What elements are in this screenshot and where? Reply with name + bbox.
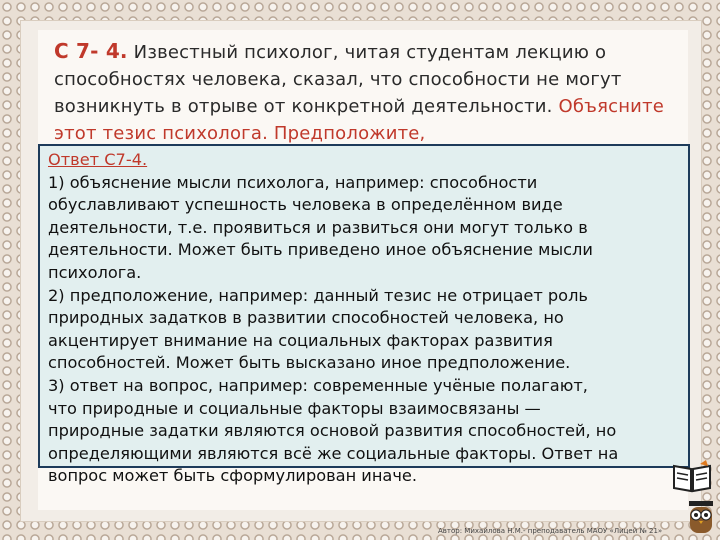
answer-line: деятельности. Может быть приведено иное объяснение мысли bbox=[48, 240, 593, 260]
answer-title: Ответ С7-4. bbox=[48, 150, 148, 169]
answer-line: деятельности, т.е. проявиться и развиться они могут только в bbox=[48, 217, 588, 237]
answer-line: природных задатков в развитии способностей человека, но bbox=[48, 308, 564, 328]
owl-icon bbox=[686, 497, 716, 535]
answer-line: психолога. bbox=[48, 262, 142, 282]
question-number: С 7- 4. bbox=[54, 39, 128, 63]
question-text bbox=[54, 38, 678, 147]
question-body: Известный психолог, читая студентам лекцию о способностях человека, сказал, что способности не могут возникнуть в отрыве от конкретной деятельности. bbox=[54, 42, 622, 117]
answer-line: вопрос может быть сформулирован иначе. bbox=[48, 466, 418, 486]
question-task: Объясните этот тезис психолога. Предположите, bbox=[54, 96, 665, 144]
answer-line: 2) предположение, например: данный тезис не отрицает роль bbox=[48, 285, 588, 305]
answer-line: определяющими являются всё же социальные факторы. Ответ на bbox=[48, 443, 619, 463]
book-icon bbox=[672, 460, 712, 494]
answer-line: обуславливают успешность человека в определённом виде bbox=[48, 195, 563, 215]
answer-line: способностей. Может быть высказано иное предположение. bbox=[48, 353, 571, 373]
answer-line: 1) объяснение мысли психолога, например: способности bbox=[48, 172, 538, 192]
answer-box bbox=[38, 144, 690, 486]
answer-line: что природные и социальные факторы взаимосвязаны — bbox=[48, 398, 541, 418]
author-footer: Автор: Михайлова Н.М.- преподаватель МАОУ «Лицей № 21» bbox=[438, 527, 663, 535]
answer-line: 3) ответ на вопрос, например: современные учёные полагают, bbox=[48, 375, 588, 395]
answer-line: природные задатки являются основой развития способностей, но bbox=[48, 421, 617, 441]
answer-line: акцентирует внимание на социальных факторах развития bbox=[48, 330, 553, 350]
